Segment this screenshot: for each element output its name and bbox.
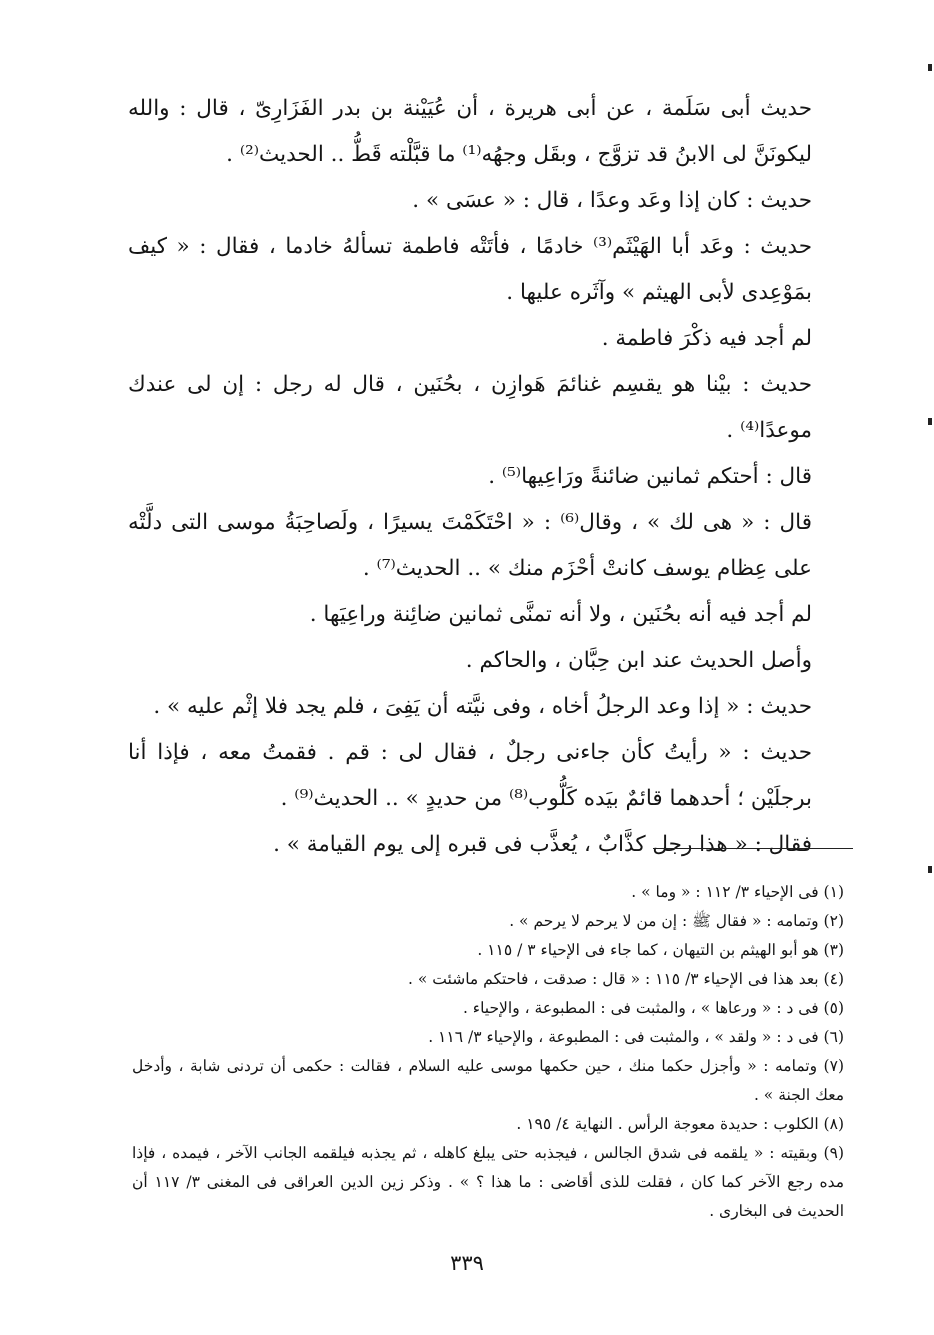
paragraph: قال : « هى لك » ، وقال⁽⁶⁾ : « احْتَكَمْتَ يسيرًا ، ولَصاحِبَةُ موسى التى دلَّتْه على عِظام يوسف كانتْ أحْزَم منك » .. الحديث⁽⁷⁾ . [128,510,813,581]
paragraph: وأصل الحديث عند ابن حِبَّان ، والحاكم . [465,648,812,673]
page-number: ٣٣٩ [450,1251,484,1275]
main-text [128,86,838,868]
footnote: (٢) وتمامه : « فقال ﷺ : إن من لا يرحم لا يرحم » . [509,912,844,930]
paragraph: لم أجد فيه أنه بحُنَين ، ولا أنه تمنَّى ثمانين ضائِنة وراعِيَها . [309,602,812,627]
paragraph: حديث أبى سَلَمة ، عن أبى هريرة ، أن عُيَيْنة بن بدر الفَزَارِىّ ، قال : والله ليكونَنَّ لى الابنُ قد تزوَّج ، وبقَل وجهُه⁽¹⁾ ما قبَّلْته قَطُّ .. الحديث⁽²⁾ . [128,96,812,167]
edge-mark [928,64,932,71]
footnote: (٣) هو أبو الهيثم بن التيهان ، كما جاء فى الإحياء ٣ / ١١٥ . [477,941,844,959]
footnote: (٤) بعد هذا فى الإحياء ٣/ ١١٥ : « قال : صدقت ، فاحتكم ماشئت » . [408,970,844,988]
edge-mark [928,866,932,873]
paragraph: قال : أحتكم ثمانين ضائنةً ورَاعِيها⁽⁵⁾ . [488,464,812,489]
footnote: (١) فى الإحياء ٣/ ١١٢ : « وما » . [631,883,844,901]
paragraph: حديث : « رأيتُ كأن جاءنى رجلٌ ، فقال لى : قم . فقمتُ معه ، فإذا أنا برجلَيْن ؛ أحدهما قائمٌ بيَده كَلُّوب⁽⁸⁾ من حديدٍ » .. الحديث⁽⁹⁾ . [128,740,812,811]
edge-mark [928,418,932,425]
footnotes [132,878,844,1226]
paragraph: حديث : « إذا وعد الرجلُ أخاه ، وفى نيَّته أن يَفِىَ ، فلم يجد فلا إثْم عليه » . [153,694,812,719]
footnote: (٥) فى د : « ورعاها » ، والمثبت فى : المطبوعة ، والإحياء . [462,999,844,1017]
paragraph: فقال : « هذا رجل كذَّابٌ ، يُعذَّب فى قبره إلى يوم القيامة » . [273,832,812,857]
paragraph: لم أجد فيه ذكْرَ فاطمة . [601,326,812,351]
footnote: (٩) وبقيته : « يلقمه فى شدق الجالس ، فيجذبه حتى يبلغ كاهله ، ثم يجذبه فيلقمه الجانب الآخر ، فيمده ، فإذا مده رجع الآخر كما كان ، فقلت للذى أقاضى : ما هذا ؟ » . وذكر زين الدين العراقى فى المغنى ٣/ ١١٧ أن الحديث فى البخارى . [132,1144,845,1220]
footnote: (٧) وتمامه : « وأجزل حكما منك ، حين حكمها موسى عليه السلام ، فقالت : حكمى أن تردنى شابة ، وأدخل معك الجنة » . [132,1057,844,1104]
footnote: (٨) الكلوب : حديدة معوجة الرأس . النهاية ٤/ ١٩٥ . [516,1115,844,1133]
paragraph: حديث : وعَد أبا الهَيْثَم⁽³⁾ خادمًا ، فأتَتْه فاطمة تسألهُ خادما ، فقال : « كيف بمَوْعِدى لأبى الهيثم » وآثَره عليها . [128,234,812,305]
paragraph: حديث : كان إذا وعَد وعدًا ، قال : « عسَى » . [412,188,812,213]
footnote-separator [653,848,853,849]
paragraph: حديث : بيْنا هو يقسِم غنائمَ هَوازِن ، بحُنَين ، قال له رجل : إن لى عندك موعدًا⁽⁴⁾ . [128,372,812,443]
footnote: (٦) فى د : « ولقد » ، والمثبت فى : المطبوعة ، والإحياء ٣/ ١١٦ . [428,1028,844,1046]
